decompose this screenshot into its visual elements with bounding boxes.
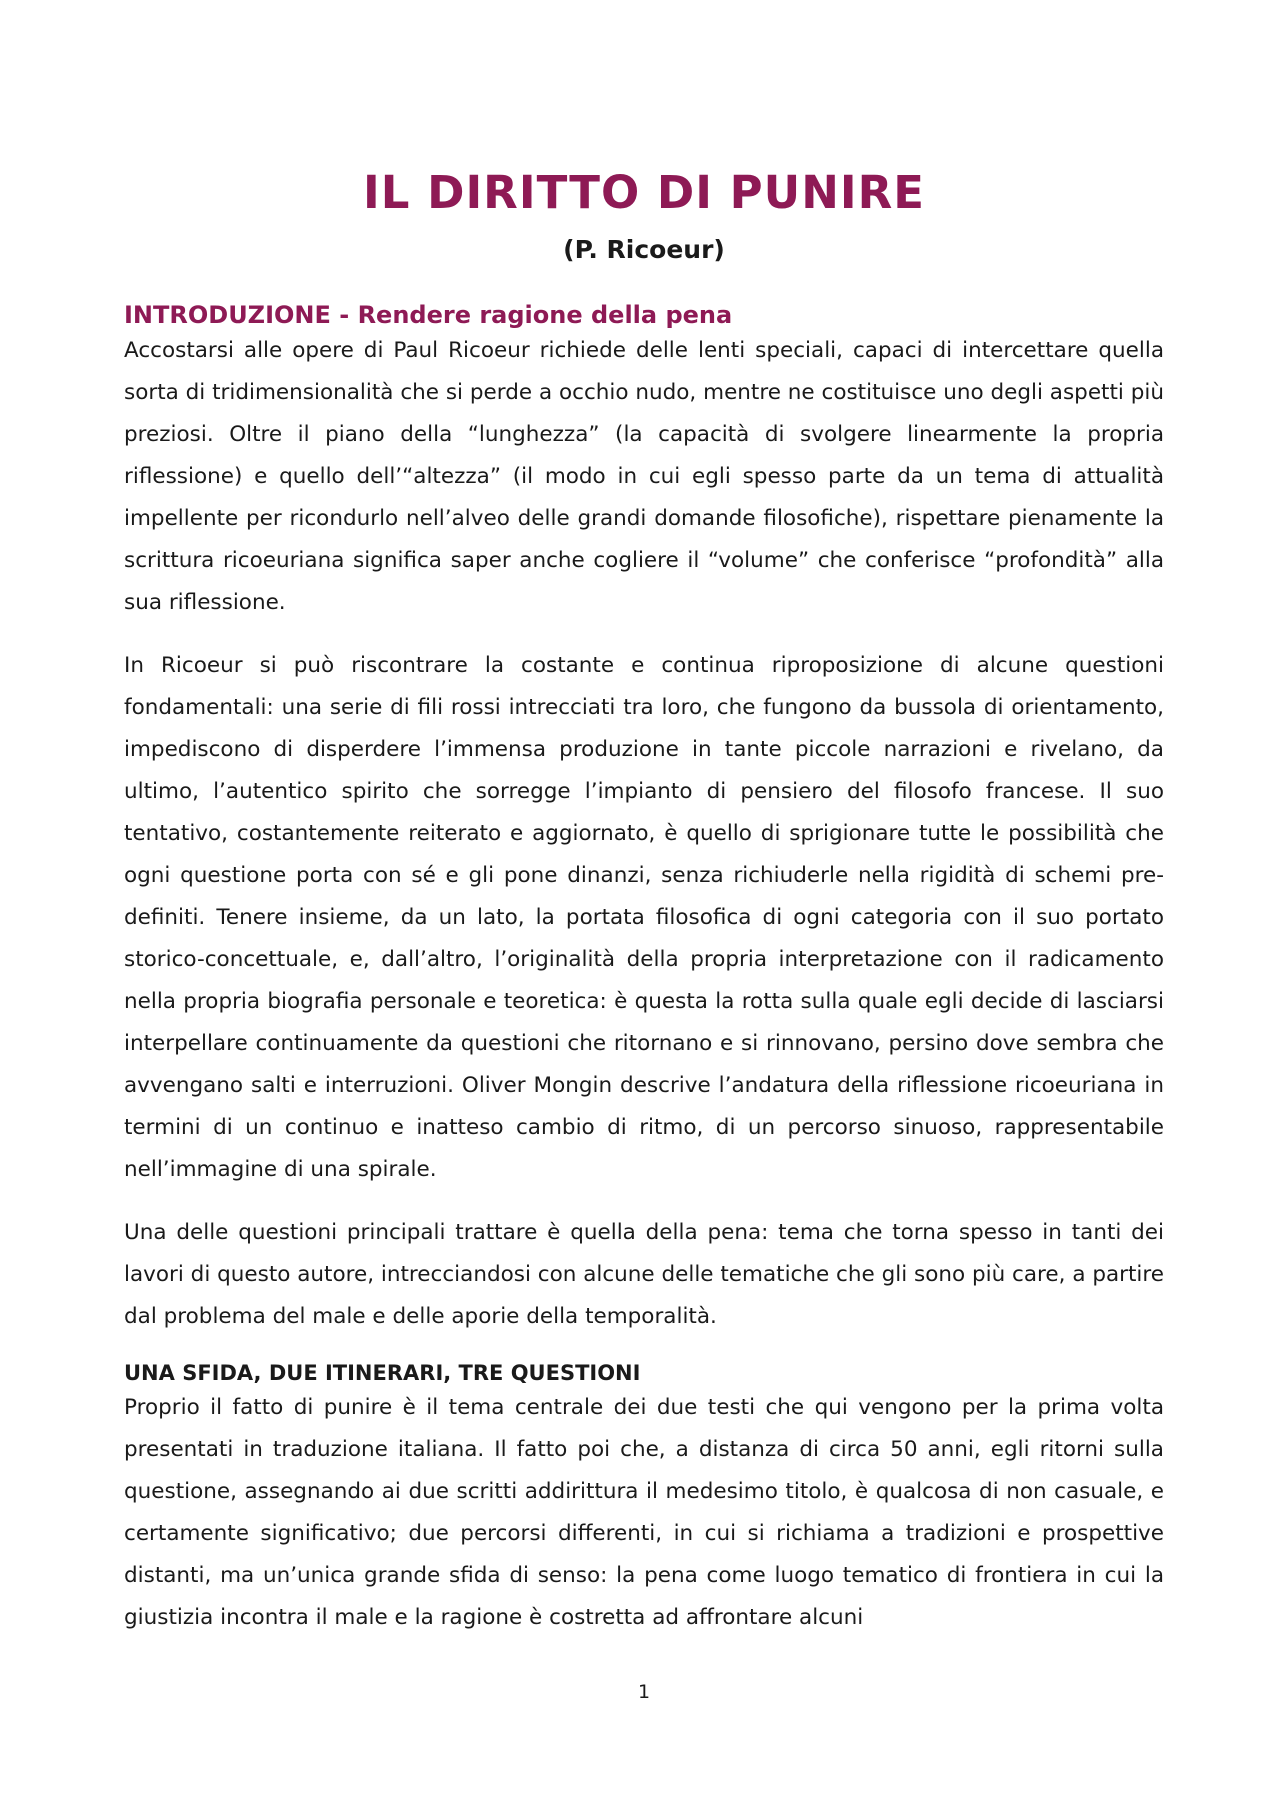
document-subtitle: (P. Ricoeur) bbox=[563, 235, 725, 264]
paragraph: In Ricoeur si può riscontrare la costante e continua riproposizione di alcune questioni fondamentali: una serie di fili rossi intrecciati tra loro, che fungono da bussola di orientamento, impediscono di disperdere l’immensa produzione in tante piccole narrazioni e rivelano, da ultimo, l’autentico spirito che sorregge l’impianto di pensiero del filosofo francese. Il suo tentativo, costantemente reiterato e aggiornato, è quello di sprigionare tutte le possibilità che ogni questione porta con sé e gli pone dinanzi, senza richiuderle nella rigidità di schemi pre-definiti. Tenere insieme, da un lato, la portata filosofica di ogni categoria con il suo portato storico-concettuale, e, dall’altro, l’originalità della propria interpretazione con il radicamento nella propria biografia personale e teoretica: è questa la rotta sulla quale egli decide di lasciarsi interpellare continuamente da questioni che ritornano e si rinnovano, persino dove sembra che avvengano salti e interruzioni. Oliver Mongin descrive l’andatura della riflessione ricoeuriana in termini di un continuo e inatteso cambio di ritmo, di un percorso sinuoso, rappresentabile nell’immagine di una spirale. bbox=[124, 653, 1164, 1182]
section-heading-sfida: UNA SFIDA, DUE ITINERARI, TRE QUESTIONI bbox=[124, 1361, 641, 1385]
paragraph: Una delle questioni principali trattare è quella della pena: tema che torna spesso in tanti dei lavori di questo autore, intrecciandosi con alcune delle tematiche che gli sono più care, a partire dal problema del male e delle aporie della temporalità. bbox=[124, 1220, 1164, 1329]
document-body bbox=[124, 300, 1164, 1660]
section-heading-introduzione: INTRODUZIONE - Rendere ragione della pena bbox=[124, 301, 733, 329]
section-introduzione bbox=[124, 300, 1164, 1338]
section-sfida bbox=[124, 1359, 1164, 1639]
document-title: IL DIRITTO DI PUNIRE bbox=[363, 166, 925, 219]
paragraph: Proprio il fatto di punire è il tema centrale dei due testi che qui vengono per la prima volta presentati in traduzione italiana. Il fatto poi che, a distanza di circa 50 anni, egli ritorni sulla questione, assegnando ai due scritti addirittura il medesimo titolo, è qualcosa di non casuale, e certamente significativo; due percorsi differenti, in cui si richiama a tradizioni e prospettive distanti, ma un’unica grande sfida di senso: la pena come luogo tematico di frontiera in cui la giustizia incontra il male e la ragione è costretta ad affrontare alcuni bbox=[124, 1395, 1164, 1630]
page-number: 1 bbox=[637, 1681, 651, 1703]
paragraph: Accostarsi alle opere di Paul Ricoeur richiede delle lenti speciali, capaci di intercettare quella sorta di tridimensionalità che si perde a occhio nudo, mentre ne costituisce uno degli aspetti più preziosi. Oltre il piano della “lunghezza” (la capacità di svolgere linearmente la propria riflessione) e quello dell’“altezza” (il modo in cui egli spesso parte da un tema di attualità impellente per ricondurlo nell’alveo delle grandi domande filosofiche), rispettare pienamente la scrittura ricoeuriana significa saper anche cogliere il “volume” che conferisce “profondità” alla sua riflessione. bbox=[124, 338, 1164, 615]
